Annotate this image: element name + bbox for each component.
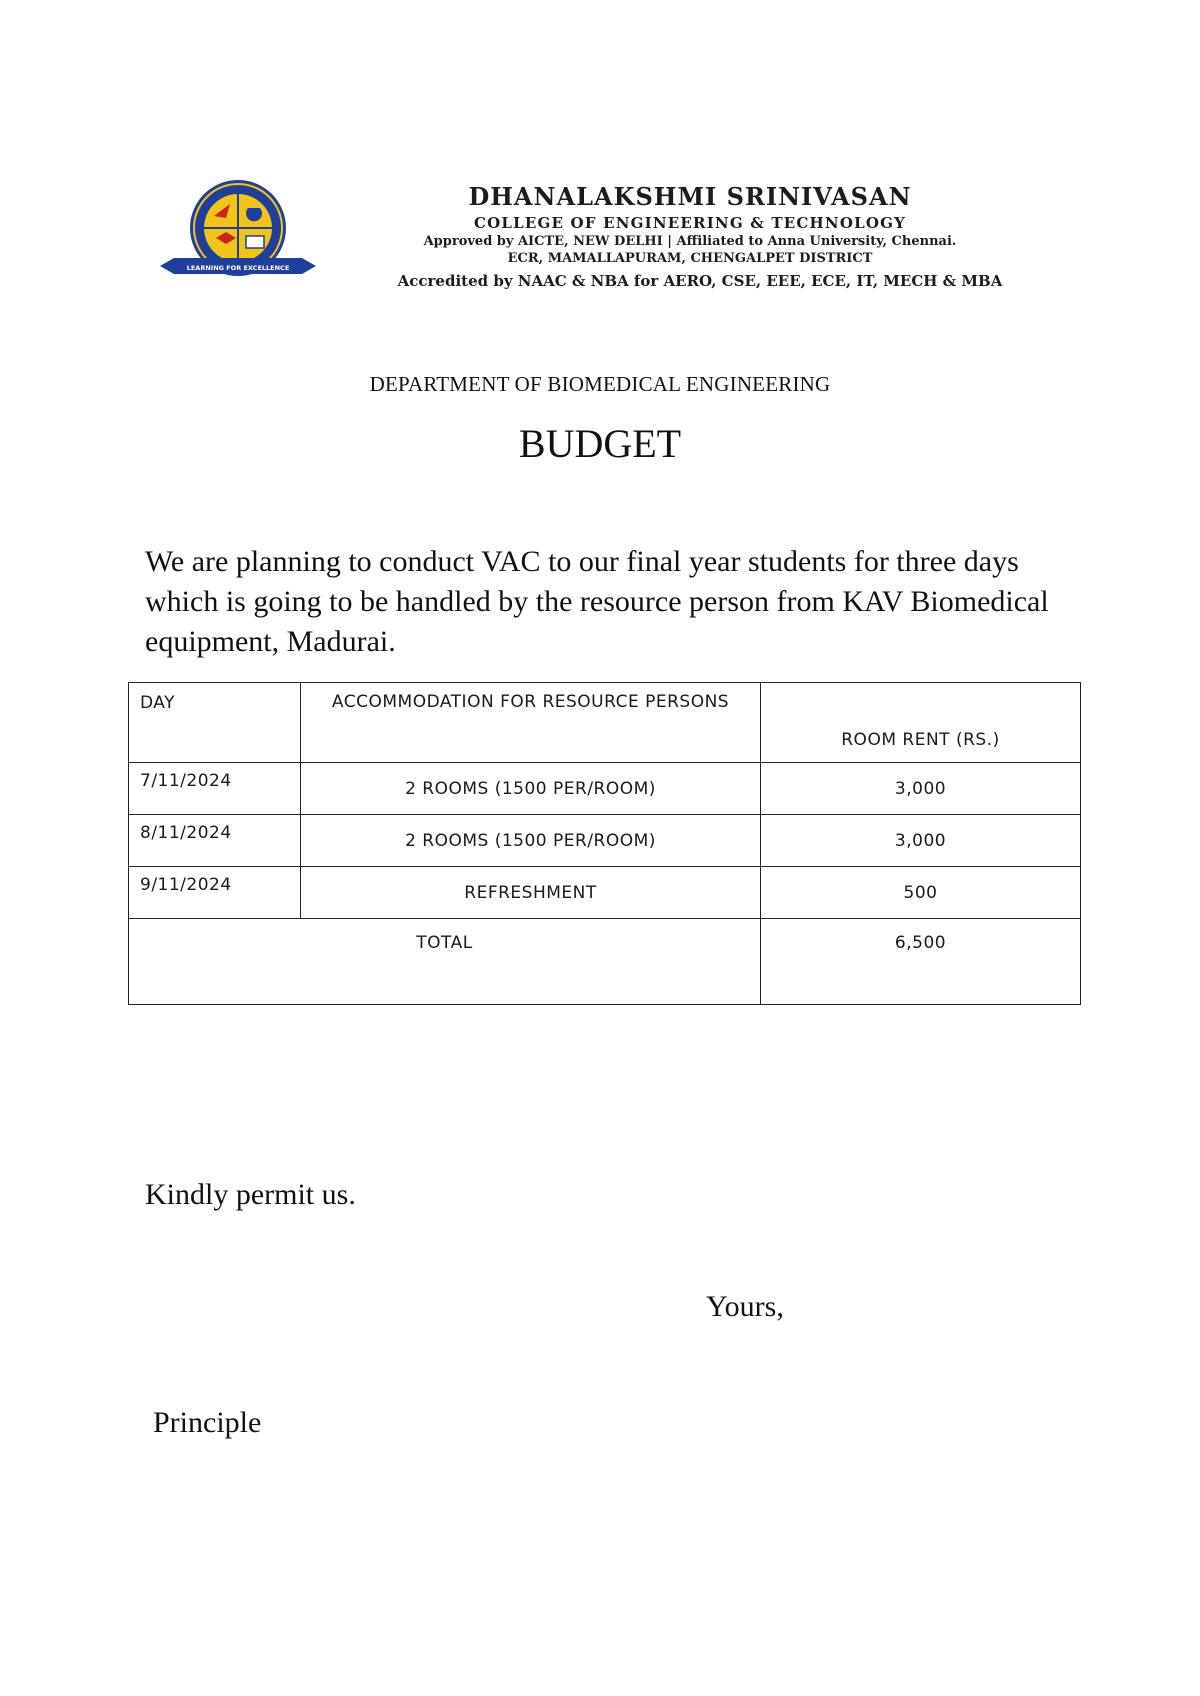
accreditation-line: Accredited by NAAC & NBA for AERO, CSE, EEE, ECE, IT, MECH & MBA [397, 272, 1003, 290]
intro-paragraph: We are planning to conduct VAC to our final year students for three days which is going to be handled by the resource person from KAV Biomedical equipment, Madurai. [145, 545, 1049, 658]
table-row [129, 815, 1081, 867]
approval-line: Approved by AICTE, NEW DELHI | Affiliated to Anna University, Chennai. [423, 234, 957, 249]
salutation: Yours, [706, 1290, 784, 1323]
row-day: 8/11/2024 [129, 815, 301, 867]
budget-table [128, 682, 1081, 1005]
college-logo [152, 180, 324, 292]
row-day: 9/11/2024 [129, 867, 301, 919]
row-amount: 3,000 [761, 815, 1081, 867]
college-name: DHANALAKSHMI SRINIVASAN [468, 182, 912, 211]
total-amount: 6,500 [761, 919, 1081, 1005]
table-header-row [129, 683, 1081, 763]
signatory: Principle [153, 1406, 262, 1439]
logo-motto: LEARNING FOR EXCELLENCE [186, 264, 290, 272]
row-day: 7/11/2024 [129, 763, 301, 815]
location-line: ECR, MAMALLAPURAM, CHENGALPET DISTRICT [507, 251, 873, 266]
row-amount: 500 [761, 867, 1081, 919]
row-amount: 3,000 [761, 763, 1081, 815]
page-title: BUDGET [518, 421, 682, 466]
header-room-rent: ROOM RENT (RS.) [761, 683, 1081, 763]
table-row [129, 867, 1081, 919]
college-subtitle: COLLEGE OF ENGINEERING & TECHNOLOGY [473, 214, 907, 232]
row-item: 2 ROOMS (1500 PER/ROOM) [301, 815, 761, 867]
total-label: TOTAL [129, 919, 761, 1005]
department-heading: DEPARTMENT OF BIOMEDICAL ENGINEERING [369, 372, 831, 396]
row-item: 2 ROOMS (1500 PER/ROOM) [301, 763, 761, 815]
table-total-row [129, 919, 1081, 1005]
book-icon [246, 236, 264, 248]
header-day: DAY [129, 683, 301, 763]
header-accommodation: ACCOMMODATION FOR RESOURCE PERSONS [301, 683, 761, 763]
closing-line: Kindly permit us. [145, 1178, 356, 1211]
row-item: REFRESHMENT [301, 867, 761, 919]
table-row [129, 763, 1081, 815]
